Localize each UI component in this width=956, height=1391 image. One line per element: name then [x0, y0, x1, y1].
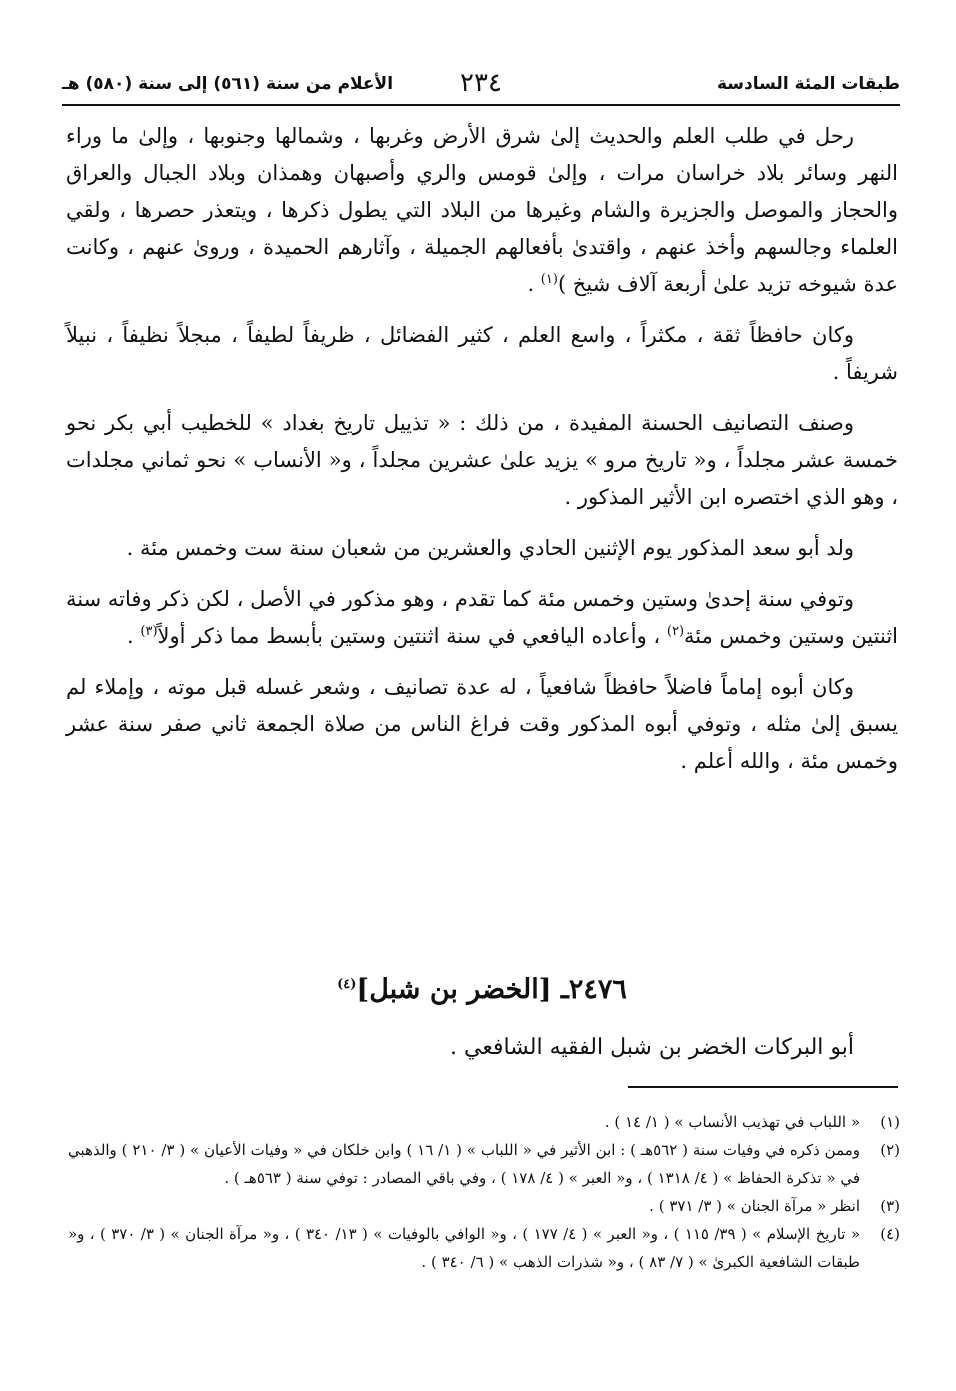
footnote-item — [68, 1220, 900, 1276]
paragraph-tail: . — [527, 272, 541, 296]
paragraph-text: ، وأعاده اليافعي في سنة اثنتين وستين بأبسط مما ذكر أولاً — [157, 624, 667, 648]
paragraph-1 — [66, 118, 898, 303]
paragraph-text: رحل في طلب العلم والحديث إلىٰ شرق الأرض وغربها ، وشمالها وجنوبها ، وإلىٰ ما وراء النهر وسائر بلاد خراسان مرات ، وإلىٰ قومس والري وأصبهان وهمذان وبلاد الجبال والعراق والحجاز والموصل والجزيرة والشام وغيرها من البلاد التي يطول ذكرها ، ويتعذر حصرها ، ولقي العلماء وجالسهم وأخذ عنهم ، واقتدىٰ بأفعالهم الجميلة ، وآثارهم الحميدة ، وروىٰ عنهم ، وكانت عدة شيوخه تزيد علىٰ أربعة آلاف شيخ ) — [66, 124, 898, 296]
paragraph-6 — [66, 669, 898, 780]
footnotes — [68, 1108, 900, 1276]
paragraph-5 — [66, 581, 898, 655]
footnote-ref-3: (٣) — [140, 624, 158, 639]
footnote-text: وممن ذكره في وفيات سنة ( ٥٦٢هـ ) : ابن الأثير في « اللباب » ( ١/ ١٦ ) وابن خلكان في « وفيات الأعيان » ( ٣/ ٢١٠ ) والذهبي في « تذكرة الحفاظ » ( ٤/ ١٣١٨ ) ، و« العبر » ( ٤/ ١٧٨ ) ، وفي باقي المصادر : توفي سنة ( ٥٦٣هـ ) . — [68, 1141, 861, 1187]
header-range-title: الأعلام من سنة (٥٦١) إلى سنة (٥٨٠) هـ — [62, 74, 394, 94]
footnote-number: (١) — [880, 1113, 900, 1131]
footnote-item — [68, 1108, 900, 1136]
footnote-item — [68, 1136, 900, 1192]
paragraph-3 — [66, 405, 898, 516]
footnote-text: انظر « مرآة الجنان » ( ٣/ ٣٧١ ) . — [649, 1197, 860, 1215]
entry-subtitle: أبو البركات الخضر بن شبل الفقيه الشافعي . — [450, 1035, 854, 1060]
footnote-ref-2: (٢) — [666, 624, 685, 639]
footnote-divider — [628, 1086, 898, 1088]
paragraph-text: ولد أبو سعد المذكور يوم الإثنين الحادي والعشرين من شعبان سنة ست وخمس مئة . — [126, 536, 854, 560]
footnote-text: « تاريخ الإسلام » ( ٣٩/ ١١٥ ) ، و« العبر » ( ٤/ ١٧٧ ) ، و« الوافي بالوفيات » ( ١٣/ ٣٤٠ ) ، و« مرآة الجنان » ( ٣/ ٣٧٠ ) ، و« طبقات الشافعية الكبرىٰ » ( ٧/ ٨٣ ) ، و« شذرات الذهب » ( ٦/ ٣٤٠ ) . — [68, 1225, 861, 1271]
footnote-ref-1: (١) — [540, 272, 558, 287]
footnote-number: (٢) — [880, 1141, 900, 1159]
footnote-ref-4: (٤) — [337, 977, 357, 992]
main-text — [66, 118, 898, 794]
paragraph-text: وكان حافظاً ثقة ، مكثراً ، واسع العلم ، كثير الفضائل ، ظريفاً لطيفاً ، مبجلاً نظيفاً ، نبيلاً شريفاً . — [66, 323, 898, 384]
header-divider — [62, 104, 900, 106]
paragraph-4 — [66, 530, 898, 567]
footnote-item — [68, 1192, 900, 1220]
paragraph-tail: . — [127, 624, 141, 648]
page-number: ٢٣٤ — [460, 68, 502, 98]
paragraph-text: وكان أبوه إماماً فاضلاً حافظاً شافعياً ، له عدة تصانيف ، وشعر غسله قبل موته ، وإملاء لم يسبق إلىٰ مثله ، وتوفي أبوه المذكور وقت فراغ الناس من صلاة الجمعة ثاني صفر سنة عشر وخمس مئة ، والله أعلم . — [66, 675, 898, 773]
footnote-number: (٣) — [880, 1197, 900, 1215]
entry-heading — [66, 970, 898, 1010]
footnote-number: (٤) — [880, 1225, 900, 1243]
paragraph-text: وصنف التصانيف الحسنة المفيدة ، من ذلك : « تذييل تاريخ بغداد » للخطيب أبي بكر نحو خمسة عشر مجلداً ، و« تاريخ مرو » يزيد علىٰ عشرين مجلداً ، و« الأنساب » نحو ثماني مجلدات ، وهو الذي اختصره ابن الأثير المذكور . — [66, 411, 898, 509]
footnote-text: « اللباب في تهذيب الأنساب » ( ١/ ١٤ ) . — [604, 1113, 860, 1131]
running-header — [62, 70, 900, 100]
header-section-title: طبقات المئة السادسة — [717, 74, 900, 94]
paragraph-text: وتوفي سنة إحدىٰ وستين وخمس مئة كما تقدم ، وهو مذكور في الأصل ، لكن ذكر وفاته سنة اثنتين وستين وخمس مئة — [66, 587, 898, 648]
paragraph-2 — [66, 317, 898, 391]
entry-title-text: ٢٤٧٦ـ [الخضر بن شبل] — [356, 974, 627, 1005]
